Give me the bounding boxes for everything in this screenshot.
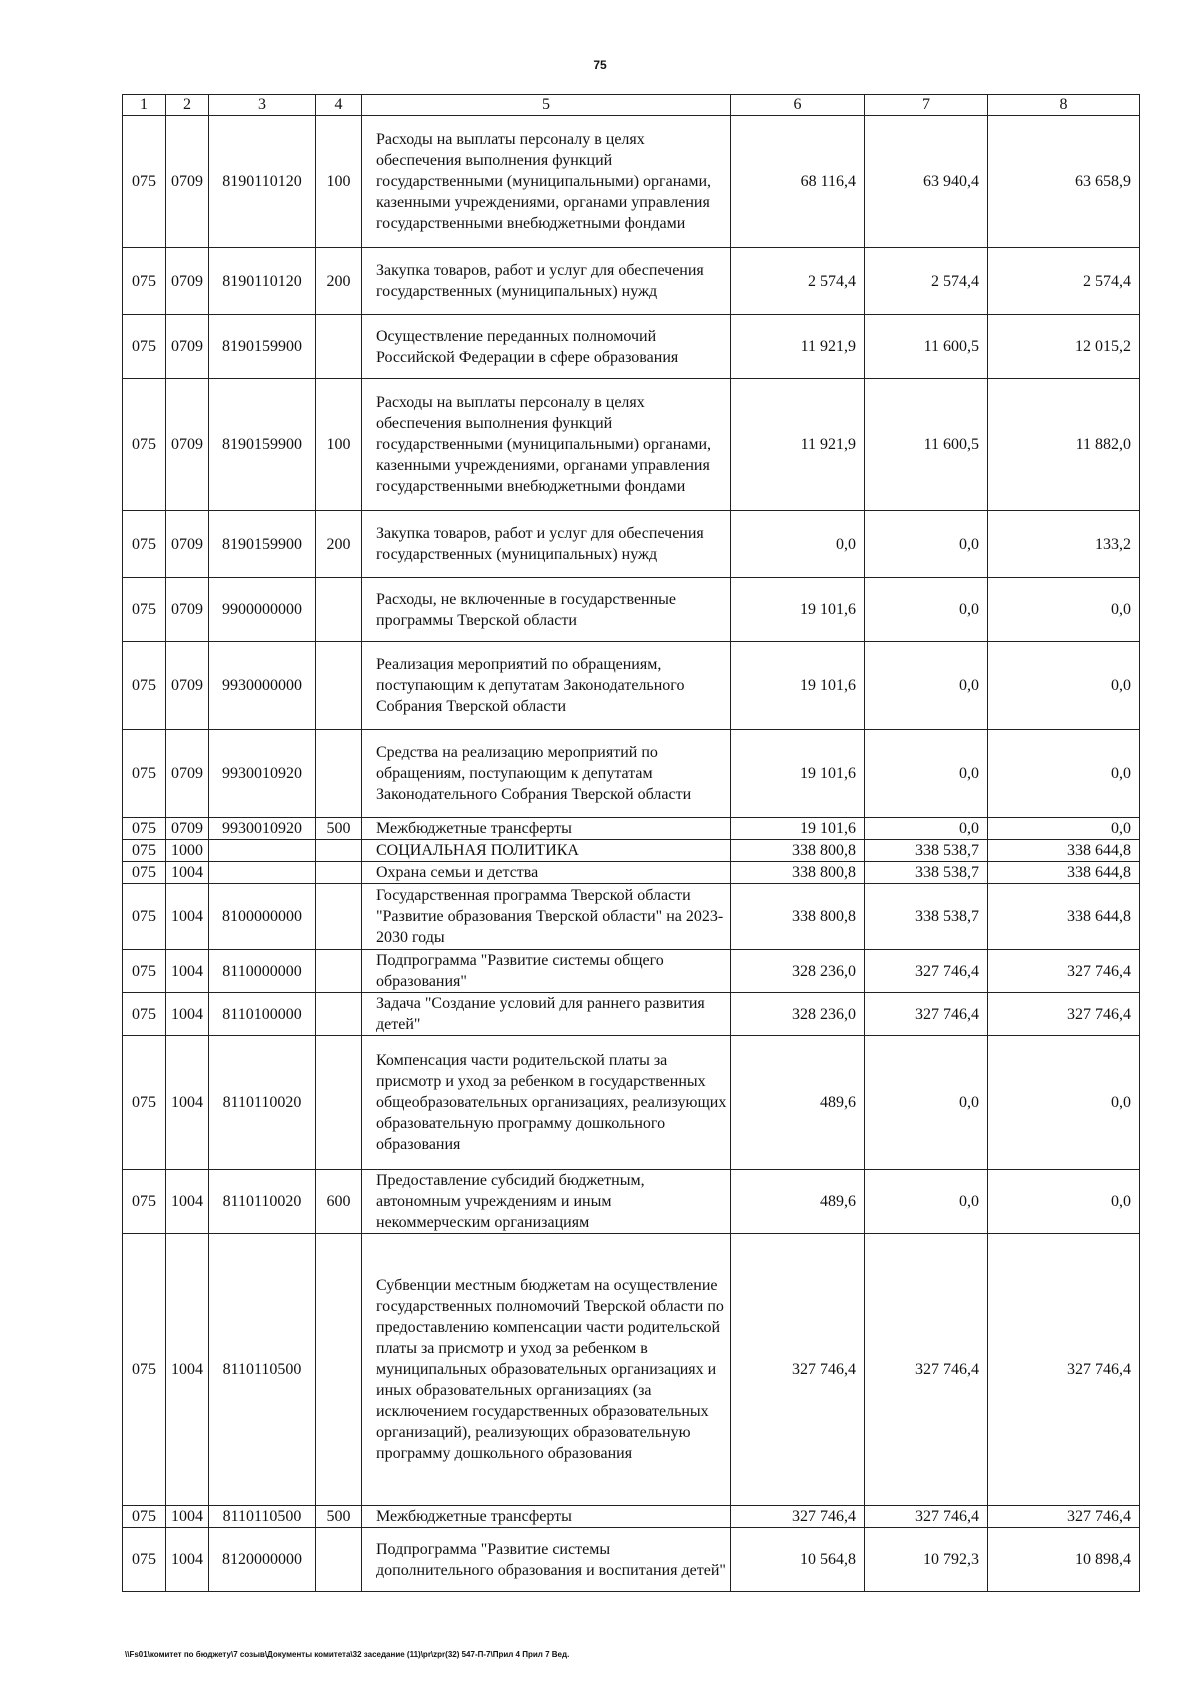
cell-col-2: 0709 <box>166 578 209 642</box>
header-col-5: 5 <box>362 95 731 116</box>
file-path-footer: \\Fs01\комитет по бюджету\7 созыв\Документы комитета\32 заседание (11)\pr\zpr(32) 547-П-7\Прил 4 Прил 7 Вед. <box>125 1650 570 1659</box>
cell-col-4: 100 <box>316 116 362 248</box>
table-row <box>123 1234 1140 1506</box>
cell-col-2: 0709 <box>166 818 209 840</box>
cell-description: Охрана семьи и детства <box>362 862 731 884</box>
cell-col-4 <box>316 730 362 818</box>
cell-value-8: 338 644,8 <box>988 884 1140 950</box>
cell-value-6: 68 116,4 <box>731 116 865 248</box>
cell-value-6: 2 574,4 <box>731 248 865 315</box>
cell-col-2: 0709 <box>166 379 209 511</box>
table-row <box>123 642 1140 730</box>
cell-col-1: 075 <box>123 993 166 1036</box>
cell-value-8: 11 882,0 <box>988 379 1140 511</box>
table-row <box>123 1506 1140 1528</box>
cell-description: Закупка товаров, работ и услуг для обеспечения государственных (муниципальных) нужд <box>362 248 731 315</box>
cell-col-2: 1000 <box>166 840 209 862</box>
cell-col-1: 075 <box>123 511 166 578</box>
cell-col-4 <box>316 884 362 950</box>
cell-value-7: 338 538,7 <box>865 862 988 884</box>
cell-value-7: 11 600,5 <box>865 379 988 511</box>
cell-col-1: 075 <box>123 116 166 248</box>
header-col-1: 1 <box>123 95 166 116</box>
cell-description: Подпрограмма "Развитие системы дополнительного образования и воспитания детей" <box>362 1528 731 1592</box>
cell-description: Государственная программа Тверской области "Развитие образования Тверской области" на 2023-2030 годы <box>362 884 731 950</box>
cell-value-6: 19 101,6 <box>731 818 865 840</box>
header-col-3: 3 <box>209 95 316 116</box>
table-row <box>123 578 1140 642</box>
cell-description: Межбюджетные трансферты <box>362 1506 731 1528</box>
cell-description: Расходы на выплаты персоналу в целях обеспечения выполнения функций государственными (муниципальными) органами, казенными учреждениями, органами управления государственными внебюджетными фондами <box>362 379 731 511</box>
cell-col-3: 9900000000 <box>209 578 316 642</box>
cell-value-6: 489,6 <box>731 1170 865 1234</box>
cell-col-2: 0709 <box>166 642 209 730</box>
cell-col-3: 8190110120 <box>209 248 316 315</box>
cell-value-7: 10 792,3 <box>865 1528 988 1592</box>
cell-col-2: 1004 <box>166 950 209 993</box>
cell-description: Закупка товаров, работ и услуг для обеспечения государственных (муниципальных) нужд <box>362 511 731 578</box>
cell-col-3: 9930010920 <box>209 730 316 818</box>
cell-col-3 <box>209 862 316 884</box>
cell-col-2: 0709 <box>166 315 209 379</box>
cell-value-7: 0,0 <box>865 511 988 578</box>
cell-col-3: 8100000000 <box>209 884 316 950</box>
table-row <box>123 840 1140 862</box>
table-row <box>123 116 1140 248</box>
cell-value-8: 338 644,8 <box>988 862 1140 884</box>
cell-value-6: 328 236,0 <box>731 993 865 1036</box>
cell-col-1: 075 <box>123 248 166 315</box>
cell-value-7: 327 746,4 <box>865 993 988 1036</box>
cell-value-7: 0,0 <box>865 1170 988 1234</box>
table-row <box>123 511 1140 578</box>
cell-value-6: 327 746,4 <box>731 1234 865 1506</box>
cell-value-7: 338 538,7 <box>865 884 988 950</box>
cell-col-1: 075 <box>123 315 166 379</box>
cell-col-1: 075 <box>123 840 166 862</box>
cell-value-7: 0,0 <box>865 1036 988 1170</box>
cell-col-1: 075 <box>123 1234 166 1506</box>
cell-value-6: 19 101,6 <box>731 578 865 642</box>
cell-value-8: 10 898,4 <box>988 1528 1140 1592</box>
cell-col-3: 8190159900 <box>209 379 316 511</box>
header-col-4: 4 <box>316 95 362 116</box>
cell-col-3: 9930010920 <box>209 818 316 840</box>
cell-value-8: 63 658,9 <box>988 116 1140 248</box>
cell-col-2: 0709 <box>166 248 209 315</box>
cell-value-6: 327 746,4 <box>731 1506 865 1528</box>
cell-value-6: 338 800,8 <box>731 862 865 884</box>
cell-description: Расходы, не включенные в государственные программы Тверской области <box>362 578 731 642</box>
cell-description: Предоставление субсидий бюджетным, автономным учреждениям и иным некоммерческим организациям <box>362 1170 731 1234</box>
cell-description: Средства на реализацию мероприятий по обращениям, поступающим к депутатам Законодательного Собрания Тверской области <box>362 730 731 818</box>
table-row <box>123 315 1140 379</box>
cell-col-4 <box>316 993 362 1036</box>
cell-col-1: 075 <box>123 1170 166 1234</box>
cell-value-6: 10 564,8 <box>731 1528 865 1592</box>
cell-description: Межбюджетные трансферты <box>362 818 731 840</box>
cell-col-1: 075 <box>123 818 166 840</box>
table-row <box>123 1528 1140 1592</box>
cell-col-3: 8190110120 <box>209 116 316 248</box>
cell-value-6: 489,6 <box>731 1036 865 1170</box>
cell-col-2: 1004 <box>166 1036 209 1170</box>
cell-value-8: 0,0 <box>988 1170 1140 1234</box>
table-row <box>123 950 1140 993</box>
cell-description: Подпрограмма "Развитие системы общего образования" <box>362 950 731 993</box>
cell-col-4 <box>316 1036 362 1170</box>
cell-col-3: 8190159900 <box>209 315 316 379</box>
cell-col-3: 8110110020 <box>209 1036 316 1170</box>
cell-col-3: 8110000000 <box>209 950 316 993</box>
cell-description: Компенсация части родительской платы за присмотр и уход за ребенком в государственных общеобразовательных организациях, реализующих образовательную программу дошкольного образования <box>362 1036 731 1170</box>
table-body <box>123 116 1140 1592</box>
cell-col-4 <box>316 1528 362 1592</box>
table-row <box>123 1170 1140 1234</box>
cell-value-6: 19 101,6 <box>731 730 865 818</box>
cell-col-1: 075 <box>123 1036 166 1170</box>
cell-value-8: 0,0 <box>988 578 1140 642</box>
cell-col-3: 9930000000 <box>209 642 316 730</box>
cell-value-7: 327 746,4 <box>865 950 988 993</box>
cell-value-6: 19 101,6 <box>731 642 865 730</box>
cell-col-1: 075 <box>123 1528 166 1592</box>
page-number: 75 <box>593 58 607 72</box>
cell-value-7: 63 940,4 <box>865 116 988 248</box>
header-col-6: 6 <box>731 95 865 116</box>
cell-value-8: 338 644,8 <box>988 840 1140 862</box>
cell-col-4 <box>316 315 362 379</box>
cell-value-7: 0,0 <box>865 818 988 840</box>
cell-col-4 <box>316 642 362 730</box>
header-col-7: 7 <box>865 95 988 116</box>
cell-col-4: 200 <box>316 248 362 315</box>
header-row <box>123 95 1140 116</box>
cell-col-4: 500 <box>316 1506 362 1528</box>
header-col-8: 8 <box>988 95 1140 116</box>
cell-col-3: 8190159900 <box>209 511 316 578</box>
cell-value-8: 2 574,4 <box>988 248 1140 315</box>
cell-value-6: 338 800,8 <box>731 884 865 950</box>
table-row <box>123 379 1140 511</box>
cell-value-8: 0,0 <box>988 642 1140 730</box>
cell-value-7: 0,0 <box>865 730 988 818</box>
cell-value-8: 0,0 <box>988 1036 1140 1170</box>
cell-col-1: 075 <box>123 730 166 818</box>
cell-col-4 <box>316 862 362 884</box>
table-row <box>123 884 1140 950</box>
cell-col-3 <box>209 840 316 862</box>
cell-description: Задача "Создание условий для раннего развития детей" <box>362 993 731 1036</box>
cell-col-4 <box>316 840 362 862</box>
cell-col-4: 200 <box>316 511 362 578</box>
cell-description: Осуществление переданных полномочий Российской Федерации в сфере образования <box>362 315 731 379</box>
cell-value-6: 11 921,9 <box>731 315 865 379</box>
cell-col-4: 500 <box>316 818 362 840</box>
cell-value-7: 338 538,7 <box>865 840 988 862</box>
cell-col-2: 0709 <box>166 511 209 578</box>
table-header <box>123 95 1140 116</box>
cell-col-1: 075 <box>123 578 166 642</box>
cell-value-8: 327 746,4 <box>988 1506 1140 1528</box>
cell-col-4 <box>316 578 362 642</box>
cell-col-4 <box>316 950 362 993</box>
cell-value-8: 12 015,2 <box>988 315 1140 379</box>
cell-col-3: 8110100000 <box>209 993 316 1036</box>
cell-col-2: 1004 <box>166 1528 209 1592</box>
cell-col-2: 1004 <box>166 1506 209 1528</box>
cell-value-7: 327 746,4 <box>865 1234 988 1506</box>
cell-value-8: 133,2 <box>988 511 1140 578</box>
cell-col-1: 075 <box>123 1506 166 1528</box>
cell-value-6: 328 236,0 <box>731 950 865 993</box>
cell-col-4: 600 <box>316 1170 362 1234</box>
cell-description: Реализация мероприятий по обращениям, поступающим к депутатам Законодательного Собрания Тверской области <box>362 642 731 730</box>
table-row <box>123 818 1140 840</box>
cell-value-8: 327 746,4 <box>988 950 1140 993</box>
cell-description: Субвенции местным бюджетам на осуществление государственных полномочий Тверской области по предоставлению компенсации части родительской платы за присмотр и уход за ребенком в муниципальных образовательных организациях и иных образовательных организациях (за исключением государственных образовательных организаций), реализующих образовательную программу дошкольного образования <box>362 1234 731 1506</box>
cell-value-8: 327 746,4 <box>988 1234 1140 1506</box>
cell-col-1: 075 <box>123 379 166 511</box>
budget-table-container <box>122 94 1139 1592</box>
cell-col-3: 8110110500 <box>209 1506 316 1528</box>
cell-col-2: 1004 <box>166 862 209 884</box>
table-row <box>123 248 1140 315</box>
table-row <box>123 862 1140 884</box>
cell-value-7: 0,0 <box>865 642 988 730</box>
cell-col-3: 8110110020 <box>209 1170 316 1234</box>
cell-value-7: 327 746,4 <box>865 1506 988 1528</box>
cell-value-6: 0,0 <box>731 511 865 578</box>
cell-col-1: 075 <box>123 950 166 993</box>
cell-col-4: 100 <box>316 379 362 511</box>
cell-col-2: 1004 <box>166 1234 209 1506</box>
cell-value-7: 2 574,4 <box>865 248 988 315</box>
cell-col-1: 075 <box>123 884 166 950</box>
cell-col-2: 1004 <box>166 993 209 1036</box>
cell-col-2: 0709 <box>166 116 209 248</box>
cell-value-7: 11 600,5 <box>865 315 988 379</box>
cell-value-6: 11 921,9 <box>731 379 865 511</box>
cell-description: Расходы на выплаты персоналу в целях обеспечения выполнения функций государственными (муниципальными) органами, казенными учреждениями, органами управления государственными внебюджетными фондами <box>362 116 731 248</box>
cell-value-8: 327 746,4 <box>988 993 1140 1036</box>
cell-col-3: 8110110500 <box>209 1234 316 1506</box>
cell-col-4 <box>316 1234 362 1506</box>
cell-value-6: 338 800,8 <box>731 840 865 862</box>
cell-col-2: 0709 <box>166 730 209 818</box>
cell-col-2: 1004 <box>166 884 209 950</box>
table-row <box>123 993 1140 1036</box>
cell-value-8: 0,0 <box>988 730 1140 818</box>
cell-value-8: 0,0 <box>988 818 1140 840</box>
header-col-2: 2 <box>166 95 209 116</box>
cell-description: СОЦИАЛЬНАЯ ПОЛИТИКА <box>362 840 731 862</box>
cell-col-1: 075 <box>123 642 166 730</box>
cell-col-2: 1004 <box>166 1170 209 1234</box>
cell-col-1: 075 <box>123 862 166 884</box>
table-row <box>123 730 1140 818</box>
cell-col-3: 8120000000 <box>209 1528 316 1592</box>
cell-value-7: 0,0 <box>865 578 988 642</box>
budget-table <box>122 94 1140 1592</box>
table-row <box>123 1036 1140 1170</box>
